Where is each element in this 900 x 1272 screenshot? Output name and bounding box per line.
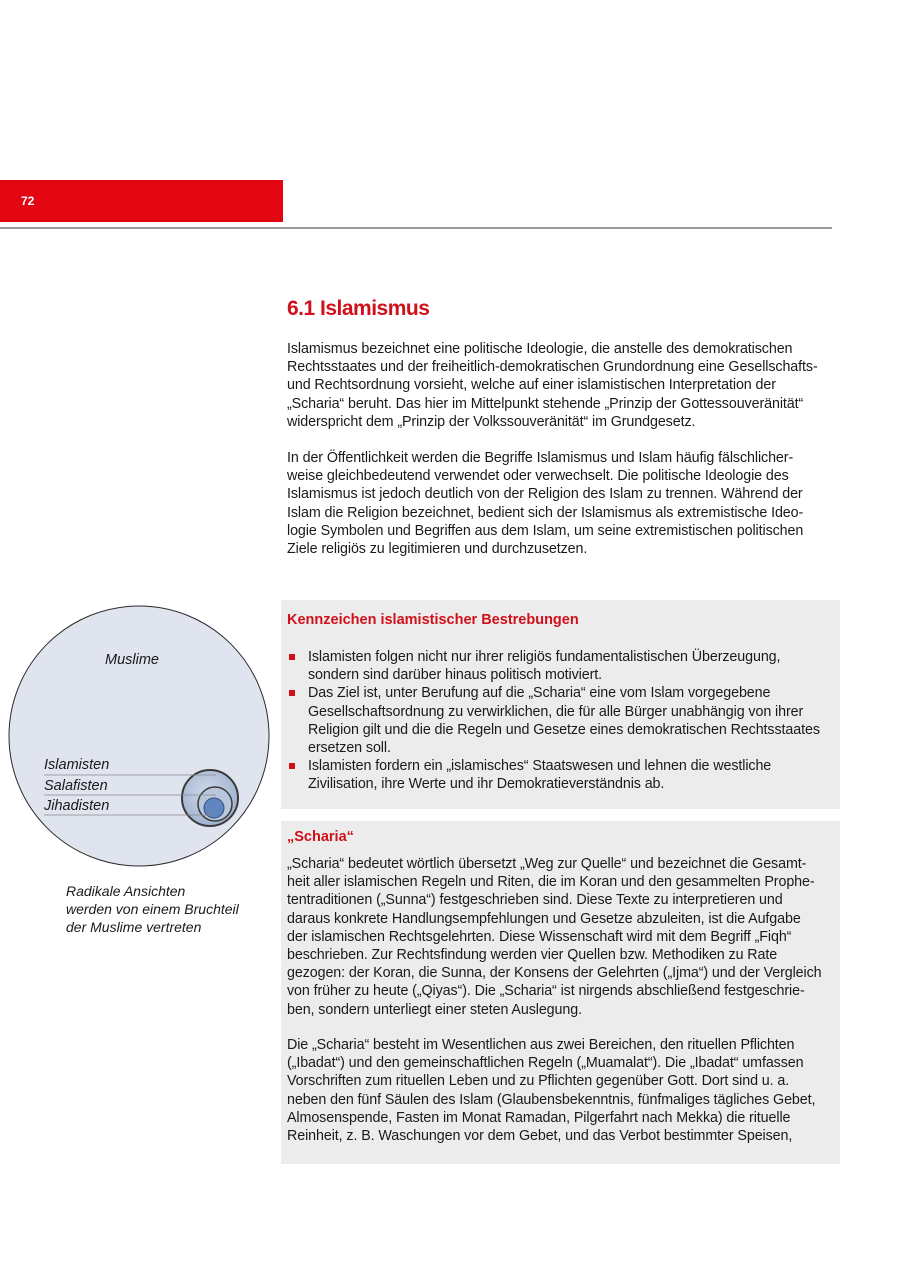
text-line: Islamisten fordern ein „islamisches“ Staatswesen und lehnen die westliche [308, 758, 772, 775]
text-line: widerspricht dem „Prinzip der Volkssouveränität“ im Grundgesetz. [287, 413, 696, 430]
text-line: ersetzen soll. [308, 740, 391, 757]
section-title: 6.1 Islamismus [287, 297, 430, 320]
muslime-circle [9, 606, 269, 866]
jihadisten-label: Jihadisten [44, 798, 110, 814]
caption-line: werden von einem Bruchteil [66, 901, 239, 918]
text-line: „Scharia“ beruht. Das hier im Mittelpunkt stehende „Prinzip der Gottessouveränität“ [287, 395, 804, 412]
text-line: ben, sondern unterliegt einer steten Auslegung. [287, 1001, 582, 1018]
text-line: Almosenspende, Fasten im Monat Ramadan, Pilgerfahrt nach Mekka) die rituelle [287, 1109, 791, 1126]
text-line: Islam die Religion bezeichnet, bedient sich der Islamismus als extremistische Ideo- [287, 504, 804, 521]
scharia-paragraph-2 [287, 1036, 815, 1145]
features-heading: Kennzeichen islamistischer Bestrebungen [287, 612, 579, 628]
text-line: Islamisten folgen nicht nur ihrer religiös fundamentalistischen Überzeugung, [308, 649, 781, 665]
text-line: Islamismus ist jedoch deutlich von der Religion des Islam zu trennen. Während der [287, 486, 803, 503]
list-item [287, 648, 820, 684]
features-list [287, 648, 820, 794]
text-line: („Ibadat“) und den gemeinschaftlichen Regeln („Muamalat“). Die „Ibadat“ umfassen [287, 1055, 804, 1072]
text-line: gezogen: der Koran, die Sunna, der Konsens der Gelehrten („Ijma“) und der Vergleich [287, 965, 822, 982]
text-line: Religion gilt und die die Regeln und Gesetze eines demokratischen Rechtsstaates [308, 721, 820, 738]
text-line: von früher zu heute („Qiyas“). Die „Scharia“ ist nirgends abschließend festgeschrie- [287, 983, 805, 1000]
islamisten-label: Islamisten [44, 757, 110, 773]
text-line: Islamismus bezeichnet eine politische Ideologie, die anstelle des demokratischen [287, 341, 793, 357]
text-line: Zivilisation, ihre Werte und ihr Demokratieverständnis ab. [308, 776, 665, 793]
list-item [287, 684, 820, 757]
text-line: daraus konkrete Handlungsempfehlungen und Gesetze abzuleiten, ist die Aufgabe [287, 910, 801, 927]
muslime-label: Muslime [105, 652, 159, 668]
text-line: der islamischen Rechtsgelehrten. Diese Wissenschaft wird mit dem Begriff „Fiqh“ [287, 928, 792, 945]
text-line: Gesellschaftsordnung zu verwirklichen, die für alle Bürger unabhängig von ihrer [308, 703, 804, 720]
text-line: logie Symbolen und Begriffen aus dem Islam, um seine extremistischen politischen [287, 522, 804, 539]
text-line: weise gleichbedeutend verwendet oder verwechselt. Die politische Ideologie des [287, 468, 789, 485]
salafisten-label: Salafisten [44, 778, 108, 794]
diagram-caption [66, 882, 239, 937]
text-line: Reinheit, z. B. Waschungen vor dem Gebet, und das Verbot bestimmter Speisen, [287, 1128, 793, 1145]
text-line: Das Ziel ist, unter Berufung auf die „Scharia“ eine vom Islam vorgegebene [308, 685, 771, 702]
scharia-box [281, 821, 840, 1164]
muslim-radicalization-diagram [0, 600, 281, 870]
text-line: sondern sind darüber hinaus politisch motiviert. [308, 667, 603, 684]
caption-line: Radikale Ansichten [66, 883, 186, 899]
caption-line: der Muslime vertreten [66, 919, 202, 936]
text-line: heit aller islamischen Regeln und Riten, die im Koran und den gesammelten Prophe- [287, 874, 815, 891]
text-line: Die „Scharia“ besteht im Wesentlichen aus zwei Bereichen, den rituellen Pflichten [287, 1037, 795, 1053]
scharia-paragraph-1 [287, 855, 822, 1019]
intro-paragraph-1 [287, 340, 835, 431]
text-line: Ziele religiös zu legitimieren und durchzusetzen. [287, 541, 588, 558]
intro-paragraph-2 [287, 449, 835, 558]
scharia-heading: „Scharia“ [287, 829, 354, 845]
text-line: neben den fünf Säulen des Islam (Glaubensbekenntnis, fünfmaliges tägliches Gebet, [287, 1091, 816, 1108]
text-line: Rechtsstaates und der freiheitlich-demokratischen Grundordnung eine Gesellschafts- [287, 359, 818, 376]
text-line: und Rechtsordnung vorsieht, welche auf einer islamistischen Interpretation der [287, 377, 776, 394]
features-box [281, 600, 840, 809]
page-number: 72 [21, 194, 35, 208]
text-line: tentraditionen („Sunna“) festgeschrieben sind. Diese Texte zu interpretieren und [287, 892, 783, 909]
page-header-bar [0, 180, 283, 222]
header-divider [0, 227, 832, 229]
text-line: „Scharia“ bedeutet wörtlich übersetzt „Weg zur Quelle“ und bezeichnet die Gesamt- [287, 856, 807, 872]
bullet-square-icon [289, 654, 295, 660]
text-line: Vorschriften zum rituellen Leben und zu Pflichten gegenüber Gott. Dort sind u. a. [287, 1073, 790, 1090]
bullet-square-icon [289, 763, 295, 769]
list-item [287, 757, 820, 793]
text-line: beschrieben. Zur Rechtsfindung werden vier Quellen bzw. Methodiken zu Rate [287, 947, 778, 964]
bullet-square-icon [289, 690, 295, 696]
text-line: In der Öffentlichkeit werden die Begriffe Islamismus und Islam häufig fälschlicher- [287, 450, 794, 466]
